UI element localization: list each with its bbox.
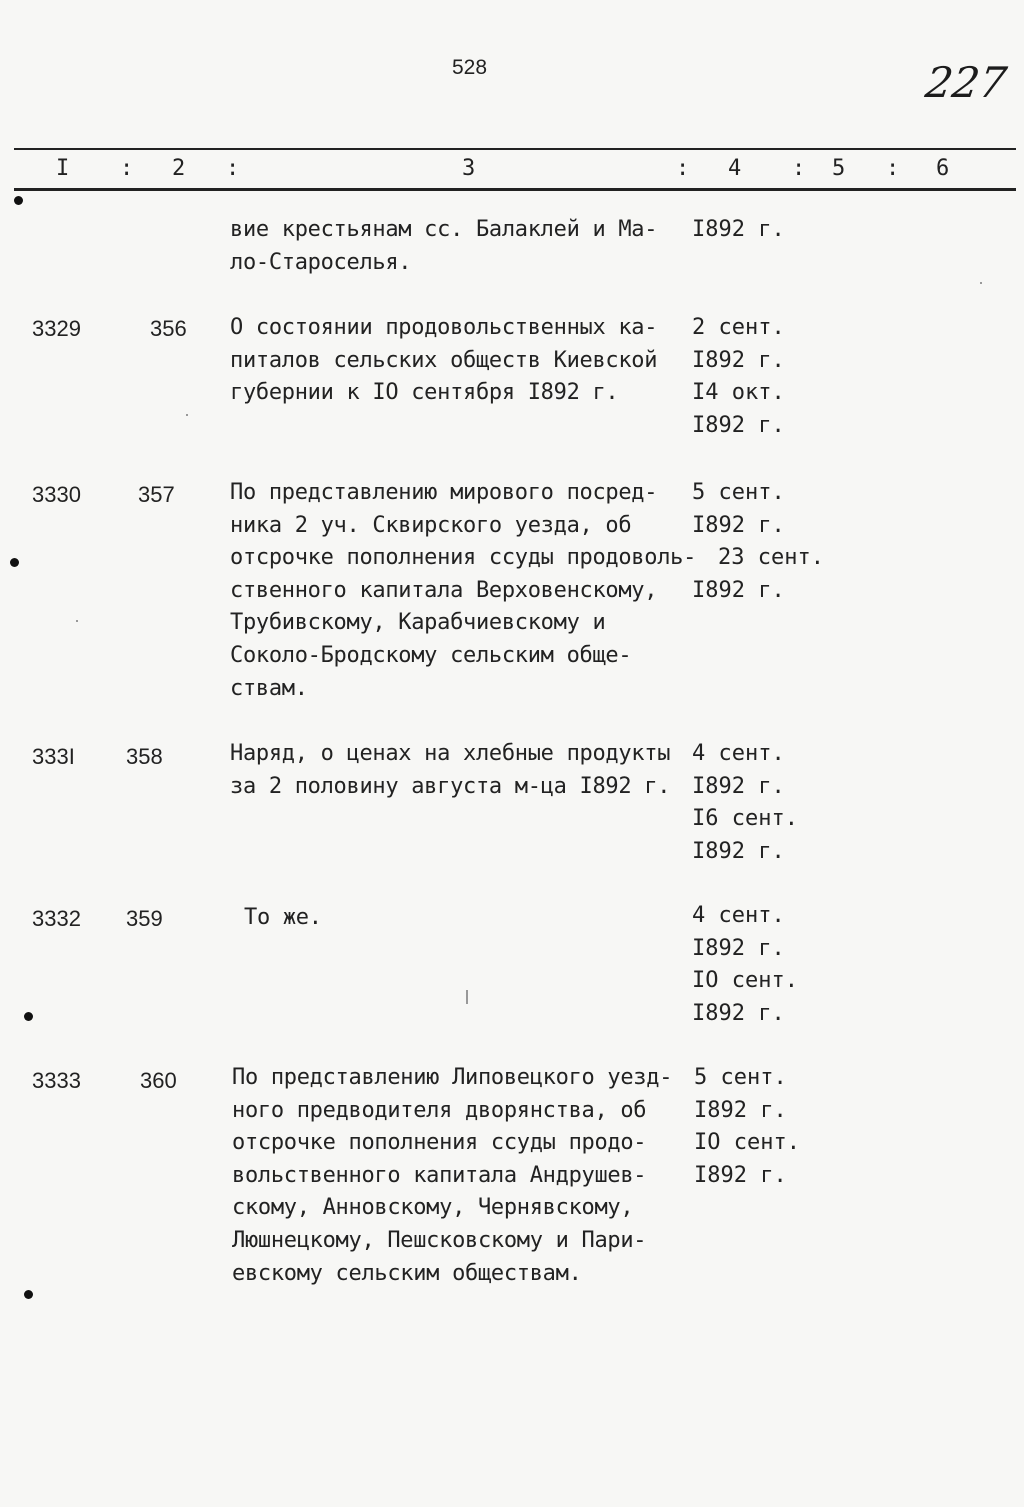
case-number: 356 xyxy=(150,316,187,341)
row-number: 333I xyxy=(32,744,75,769)
punch-hole-mark xyxy=(24,1012,33,1021)
row-description: То же. xyxy=(244,905,322,930)
column-header-6: 6 xyxy=(936,156,950,181)
punch-hole-mark xyxy=(14,196,23,205)
row-number: 3329 xyxy=(32,316,81,341)
case-number: 358 xyxy=(126,744,163,769)
scan-speck xyxy=(980,282,982,284)
column-separator: : xyxy=(792,156,806,181)
row-description: По представлению мирового посред- ника 2 уч. Сквирского уезда, об отсрочке пополнения ссуды продоволь- ственного капитала Верховенскому, Трубивскому, Карабчиевскому и Соколо-Бродскому сельским обще- ствам. xyxy=(230,480,697,701)
case-number: 357 xyxy=(138,482,175,507)
column-separator: : xyxy=(886,156,900,181)
row-dates: I892 г. xyxy=(692,217,785,242)
column-header-4: 4 xyxy=(728,156,742,181)
scan-speck xyxy=(76,620,78,622)
punch-hole-mark xyxy=(24,1290,33,1299)
column-separator: : xyxy=(120,156,134,181)
column-separator: : xyxy=(226,156,240,181)
row-number: 3333 xyxy=(32,1068,81,1093)
case-number: 359 xyxy=(126,906,163,931)
row-description: Наряд, о ценах на хлебные продукты за 2 половину августа м-ца I892 г. xyxy=(230,741,671,799)
row-dates: 5 сент. I892 г. 23 сент. I892 г. xyxy=(692,480,824,603)
punch-hole-mark xyxy=(10,558,19,567)
row-dates: 4 сент. I892 г. I6 сент. I892 г. xyxy=(692,741,798,864)
row-dates: 4 сент. I892 г. IO сент. I892 г. xyxy=(692,903,798,1026)
archive-stamp: 227 xyxy=(922,58,1010,107)
row-dates: 2 сент. I892 г. I4 окт. I892 г. xyxy=(692,315,785,438)
row-dates: 5 сент. I892 г. IO сент. I892 г. xyxy=(694,1065,800,1188)
row-number: 3330 xyxy=(32,482,81,507)
scan-speck xyxy=(186,414,188,416)
row-number: 3332 xyxy=(32,906,81,931)
column-header-2: 2 xyxy=(172,156,186,181)
scan-speck xyxy=(466,990,468,1004)
page-number: 528 xyxy=(452,56,488,79)
table-top-rule xyxy=(14,148,1016,150)
column-header-3: 3 xyxy=(462,156,476,181)
case-number: 360 xyxy=(140,1068,177,1093)
column-header-5: 5 xyxy=(832,156,846,181)
table-header-rule xyxy=(14,188,1016,191)
column-header-1: I xyxy=(56,156,70,181)
row-description: О состоянии продовольственных ка- питалов сельских обществ Киевской губернии к IO сентября I892 г. xyxy=(230,315,658,406)
column-separator: : xyxy=(676,156,690,181)
row-description: вие крестьянам сс. Балаклей и Ма- ло-Староселья. xyxy=(230,217,658,275)
row-description: По представлению Липовецкого уезд- ного предводителя дворянства, об отсрочке пополнения ссуды продо- вольственного капитала Андрушев- скому, Анновскому, Чернявскому, Люшнецкому, Пешсковскому и Пари- евскому сельским обществам. xyxy=(232,1065,673,1286)
